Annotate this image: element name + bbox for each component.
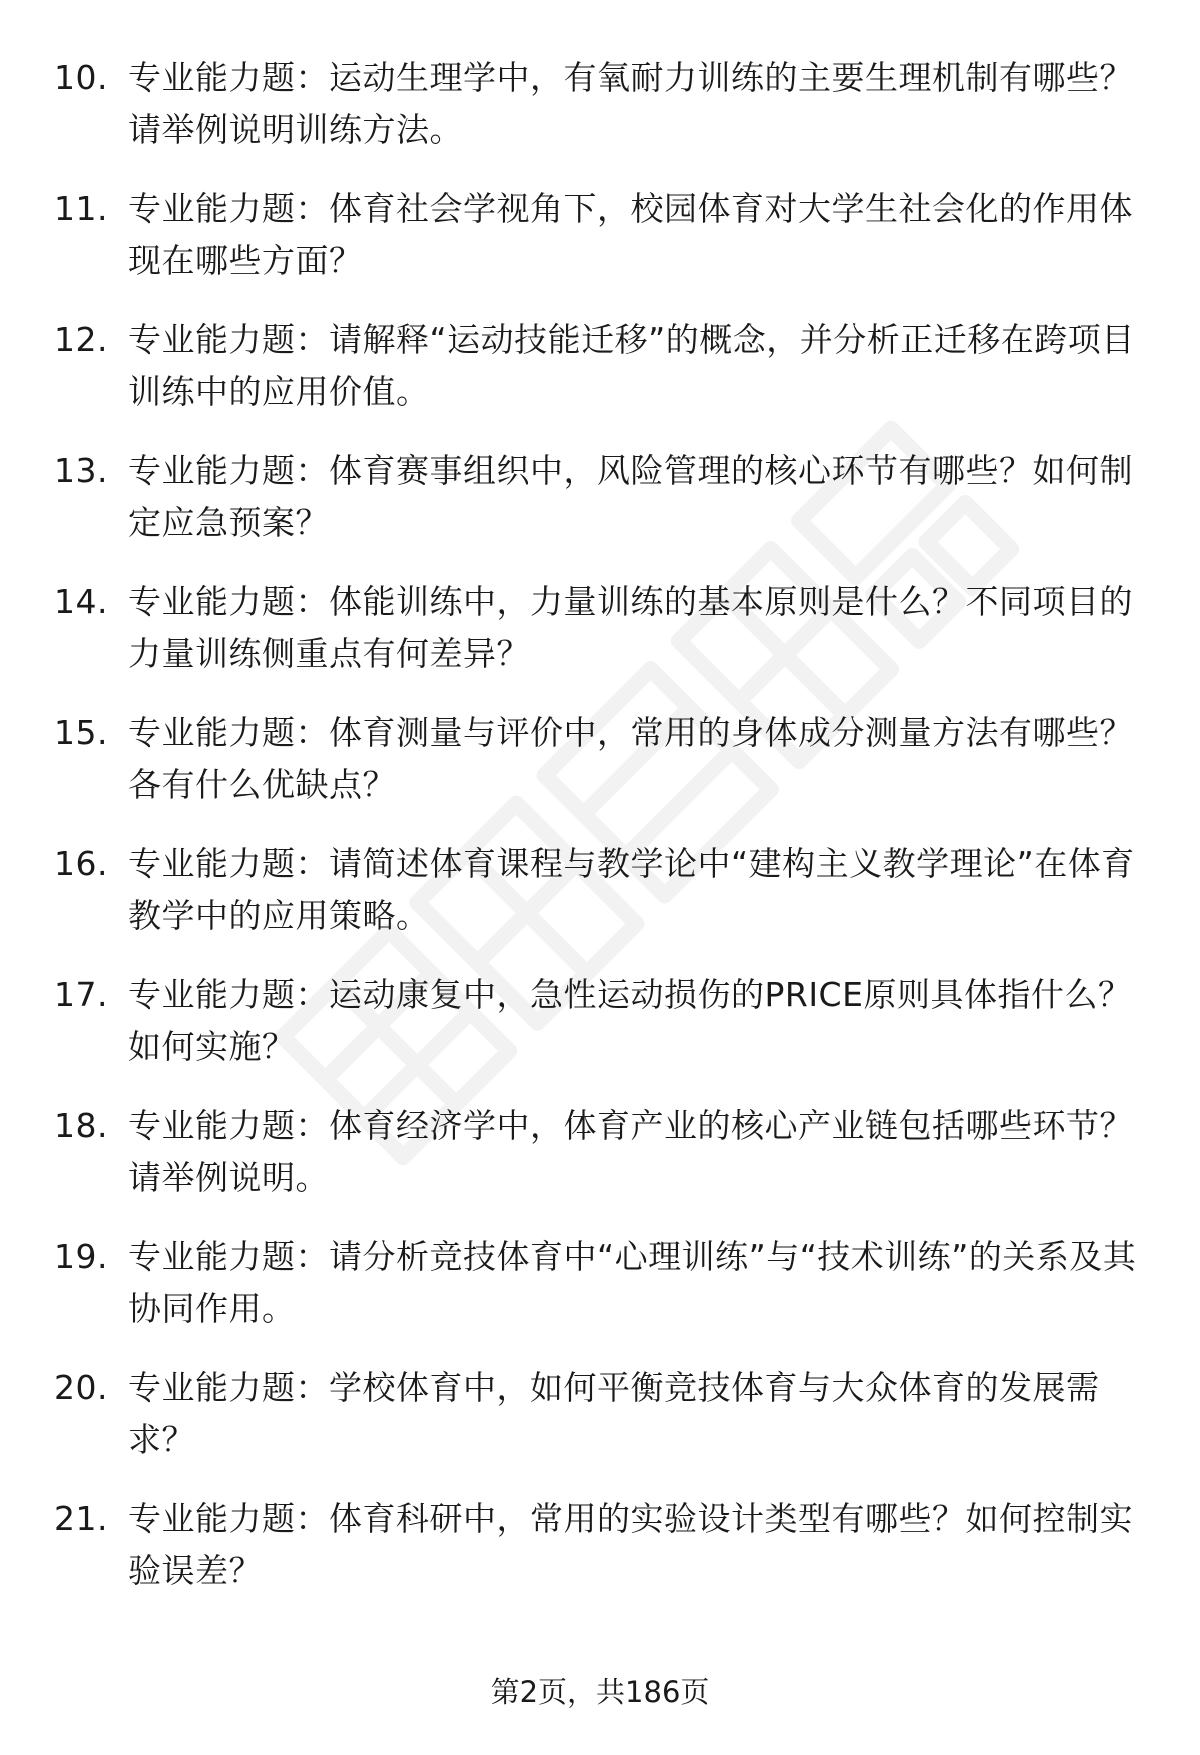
question-item [0,1231,1200,1362]
question-text: 专业能力题：请解释“运动技能迁移”的概念，并分析正迁移在跨项目训练中的应用价值。 [128,320,1135,411]
question-text: 专业能力题：体育测量与评价中，常用的身体成分测量方法有哪些？各有什么优缺点？ [128,713,1133,804]
question-number: 20. [54,1368,108,1407]
question-text: 专业能力题：体育社会学视角下，校园体育对大学生社会化的作用体现在哪些方面？ [128,189,1133,280]
page-number-footer: 第2页，共186页 [490,1675,710,1709]
question-item [0,969,1200,1100]
question-item [0,445,1200,576]
question-number: 19. [54,1237,108,1276]
question-number: 11. [54,189,108,228]
question-text: 专业能力题：请简述体育课程与教学论中“建构主义教学理论”在体育教学中的应用策略。 [128,844,1135,935]
question-text: 专业能力题：体育赛事组织中，风险管理的核心环节有哪些？如何制定应急预案？ [128,451,1133,542]
question-number: 12. [54,320,108,359]
question-item [0,1100,1200,1231]
question-item [0,183,1200,314]
question-number: 13. [54,451,108,490]
question-item [0,1362,1200,1493]
question-item [0,314,1200,445]
question-number: 14. [54,582,108,621]
question-text: 专业能力题：运动康复中，急性运动损伤的PRICE原则具体指什么？如何实施？ [128,975,1132,1066]
question-item [0,707,1200,838]
question-text: 专业能力题：体能训练中，力量训练的基本原则是什么？不同项目的力量训练侧重点有何差异？ [128,582,1133,673]
question-item [0,838,1200,969]
question-number: 17. [54,975,108,1014]
question-item [0,1493,1200,1624]
question-text: 专业能力题：请分析竞技体育中“心理训练”与“技术训练”的关系及其协同作用。 [128,1237,1137,1328]
question-item [0,52,1200,183]
question-number: 16. [54,844,108,883]
question-text: 专业能力题：体育科研中，常用的实验设计类型有哪些？如何控制实验误差？ [128,1499,1133,1590]
question-number: 21. [54,1499,108,1538]
question-list [0,52,1200,1624]
question-number: 15. [54,713,108,752]
question-text: 专业能力题：体育经济学中，体育产业的核心产业链包括哪些环节？请举例说明。 [128,1106,1133,1197]
question-text: 专业能力题：学校体育中，如何平衡竞技体育与大众体育的发展需求？ [128,1368,1100,1459]
question-item [0,576,1200,707]
question-number: 18. [54,1106,108,1145]
question-text: 专业能力题：运动生理学中，有氧耐力训练的主要生理机制有哪些？请举例说明训练方法。 [128,58,1133,149]
question-number: 10. [54,58,108,97]
